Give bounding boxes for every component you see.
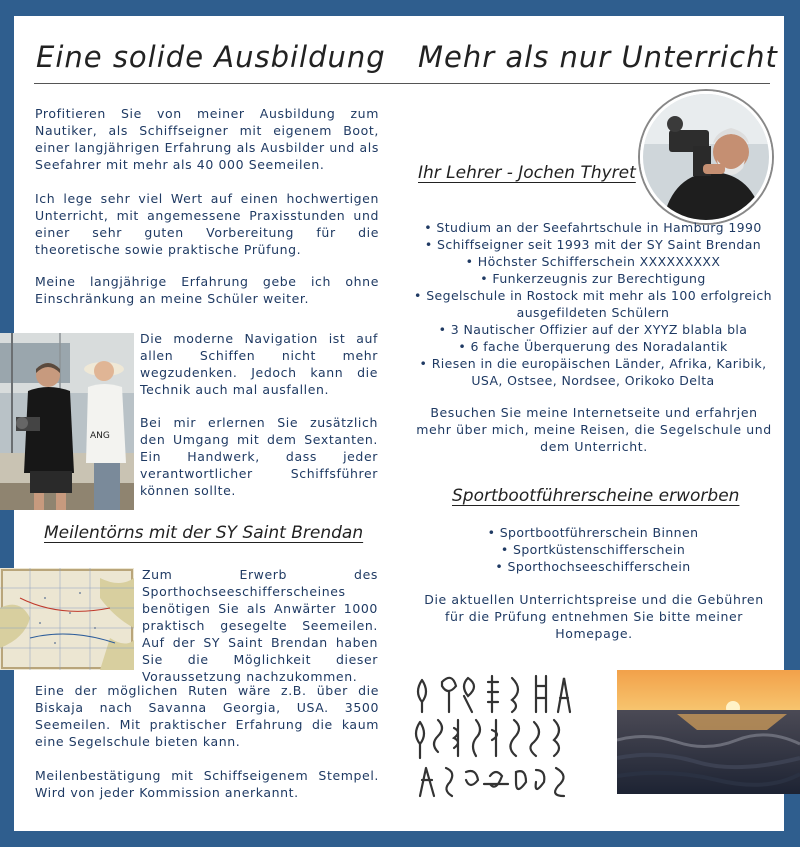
list-item: • Funkerzeugnis zur Berechtigung — [480, 271, 706, 286]
list-item: • Riesen in die europäischen Länder, Afrika, Karibik, USA, Ostsee, Nordsee, Orikoko Delta — [419, 356, 767, 388]
intro-paragraph-2: Ich lege sehr viel Wert auf einen hochwertigen Unterricht, mit angemessene Praxisstunden und einer sehr guten Vorbereitung für die theoretische sowie praktische Prüfung. — [35, 191, 379, 257]
licenses-heading: Sportbootführerscheine erworben — [452, 486, 740, 506]
knots-illustration — [412, 672, 580, 798]
right-title: Mehr als nur Unterricht — [418, 40, 778, 74]
nautical-map-image — [0, 568, 134, 670]
licenses-list — [412, 524, 774, 575]
svg-text:ANG: ANG — [90, 431, 110, 441]
list-item: • 6 fache Überquerung des Noradalantik — [458, 339, 728, 354]
list-item: • Sportküstenschifferschein — [500, 542, 686, 557]
list-item: • Schiffseigner seit 1993 mit der SY Saint Brendan — [424, 237, 762, 252]
intro-paragraph-3: Meine langjährige Erfahrung gebe ich ohne Einschränkung an meine Schüler weiter. — [35, 274, 379, 306]
prices-paragraph: Die aktuellen Unterrichtspreise und die Gebühren für die Prüfung entnehmen Sie bitte meiner Homepage. — [424, 592, 764, 641]
left-title: Eine solide Ausbildung — [36, 40, 386, 74]
title-divider — [34, 83, 770, 84]
miles-trips-heading: Meilentörns mit der SY Saint Brendan — [44, 523, 364, 543]
list-item: • Segelschule in Rostock mit mehr als 100 erfolgreich ausgefildeten Schülern — [414, 288, 772, 320]
list-item: • Höchster Schifferschein XXXXXXXXX — [465, 254, 721, 269]
navigation-paragraph-1: Die moderne Navigation ist auf allen Schiffen nicht mehr wegzudenken. Jedoch kann die Technik auch mal ausfallen. — [140, 331, 378, 397]
list-item: • Sporthochseeschifferschein — [495, 559, 691, 574]
list-item: • Sportbootführerschein Binnen — [487, 525, 699, 540]
list-item: • 3 Nautischer Offizier auf der XYYZ blabla bla — [438, 322, 748, 337]
sunset-sea-photo — [617, 670, 800, 794]
navigation-paragraph-2: Bei mir erlernen Sie zusätzlich den Umgang mit dem Sextanten. Ein Handwerk, dass jeder verantwortlicher Schiffsführer können sollte. — [140, 415, 378, 498]
teacher-heading: Ihr Lehrer - Jochen Thyret — [418, 163, 636, 183]
route-paragraph: Eine der möglichen Ruten wäre z.B. über die Biskaja nach Savanna Georgia, USA. 3500 Seemeilen. Mit praktischer Erfahrung die kaum eine Segelschule bieten kann. — [35, 683, 379, 749]
teacher-qualifications-list — [412, 219, 774, 389]
sextant-photo — [0, 333, 134, 510]
list-item: • Studium an der Seefahrtschule in Hamburg 1990 — [424, 220, 762, 235]
stamp-paragraph: Meilenbestätigung mit Schiffseigenem Stempel. Wird von jeder Kommission anerkannt. — [35, 768, 379, 800]
map-paragraph: Zum Erwerb des Sporthochseeschifferscheines benötigen Sie als Anwärter 1000 praktisch gesegelte Seemeilen. Auf der SY Saint Brendan haben Sie die Möglichkeit dieser Voraussetzung nachzukommen. — [142, 567, 378, 684]
visit-website-paragraph: Besuchen Sie meine Internetseite und erfahrjen mehr über mich, meine Reisen, die Segelschule und dem Unterricht. — [416, 405, 772, 454]
intro-paragraph-1: Profitieren Sie von meiner Ausbildung zum Nautiker, als Schiffseigner mit eigenem Boot, einer langjährigen Erfahrung als Ausbilder und als Seefahrer mit mehr als 40 000 Seemeilen. — [35, 106, 379, 172]
teacher-portrait — [640, 91, 772, 223]
